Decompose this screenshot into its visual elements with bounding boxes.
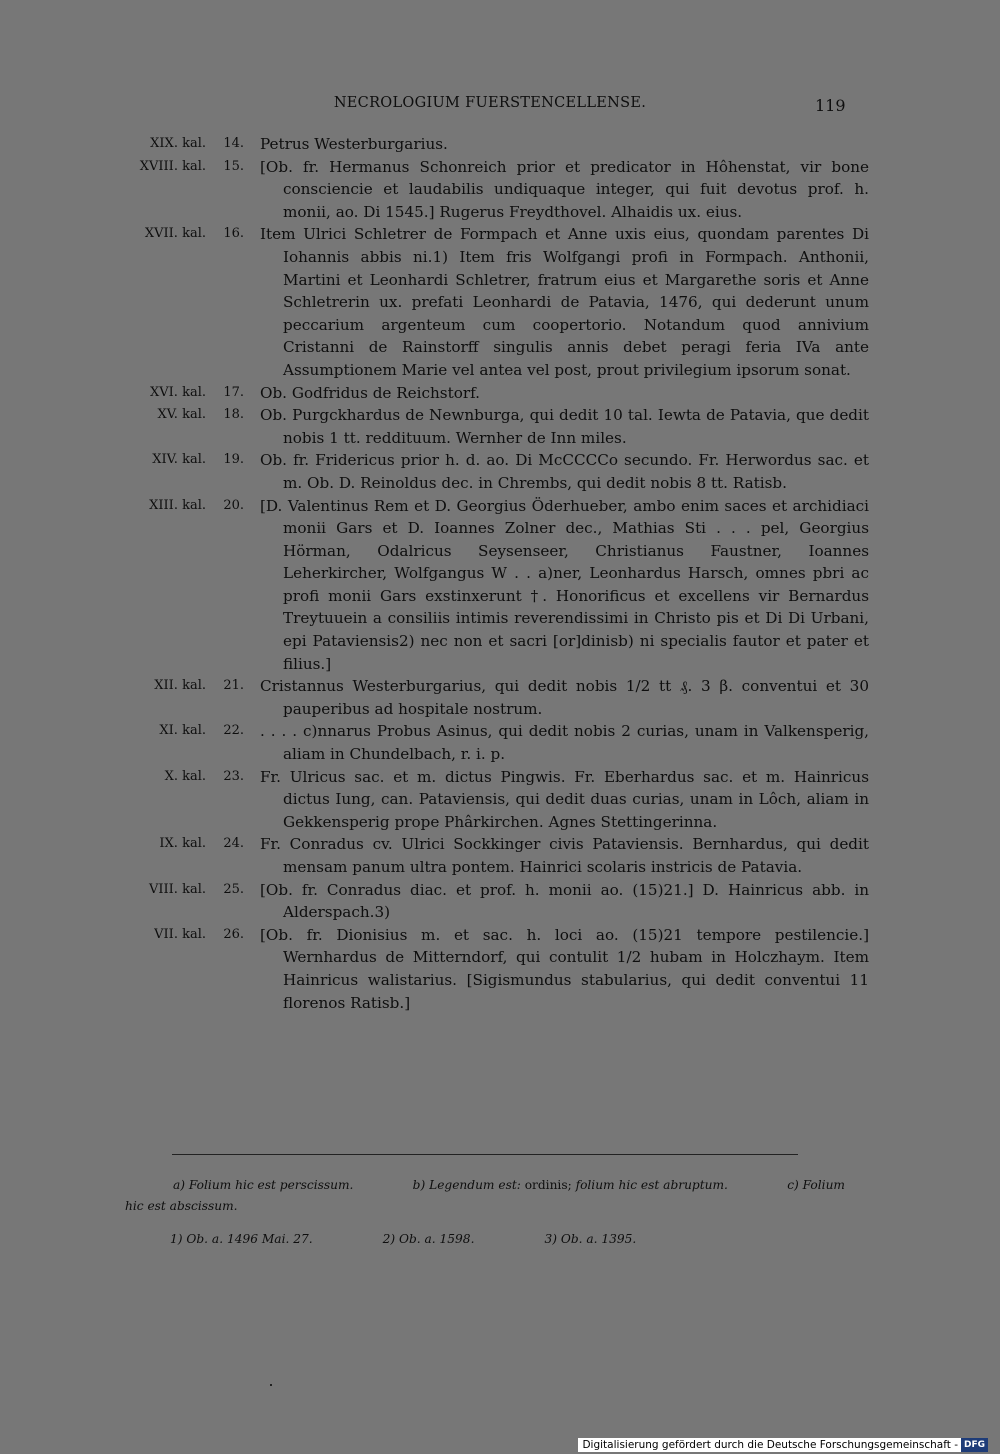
entry-row (0, 156, 1000, 224)
kal-date: XIV. kal. (152, 452, 206, 468)
entry-row (0, 833, 1000, 878)
banner-text: Digitalisierung gefördert durch die Deutsche Forschungsgemeinschaft - (582, 1439, 958, 1451)
necrology-entries (0, 133, 1000, 1014)
kal-date: XVII. kal. (144, 226, 206, 242)
day-number: 17. (223, 384, 244, 400)
kal-date: VIII. kal. (149, 881, 206, 897)
footnote-2: 2) Ob. a. 1598. (382, 1232, 475, 1246)
entry-text: Petrus Westerburgarius. (260, 135, 448, 153)
entry-row (0, 879, 1000, 924)
kal-date: XII. kal. (154, 678, 206, 694)
entry-row (0, 382, 1000, 405)
numbered-footnotes (170, 1232, 670, 1246)
day-number: 26. (223, 926, 244, 942)
day-number: 25. (223, 881, 244, 897)
entry-row (0, 675, 1000, 720)
day-number: 19. (223, 452, 244, 468)
day-number: 21. (223, 678, 244, 694)
entry-row (0, 404, 1000, 449)
kal-date: X. kal. (164, 768, 206, 784)
dfg-logo-icon: DFG (961, 1438, 988, 1452)
entry-row (0, 495, 1000, 676)
entry-text: Cristannus Westerburgarius, qui dedit nobis 1/2 tt ₰. 3 β. conventui et 30 pauperibus ad hospitale nostrum. (260, 677, 869, 718)
footnote-c-end: hic est abscissum. (125, 1199, 238, 1213)
kal-date: XI. kal. (159, 723, 206, 739)
day-number: 14. (223, 136, 244, 151)
entry-text: Ob. fr. Fridericus prior h. d. ao. Di McCCCCo secundo. Fr. Herwordus sac. et m. Ob. D. Reinoldus dec. in Chrembs, qui dedit nobis 8 tt. Ratisb. (260, 451, 869, 492)
entry-text: [Ob. fr. Conradus diac. et prof. h. monii ao. (15)21.] D. Hainricus abb. in Alderspach.3) (260, 880, 869, 922)
entry-row (0, 720, 1000, 765)
footnote-b: b) Legendum est: ordinis; folium hic est abruptum. (412, 1178, 728, 1192)
digitization-banner (578, 1438, 988, 1452)
entry-text: [Ob. fr. Dionisius m. et sac. h. loci ao. (15)21 tempore pestilencie.] Wernhardus de Mitterndorf, qui contulit 1/2 hubam in Holczhaym. Item Hainricus walistarius. [Sigismundus stabularius, qui dedit conventui 11 florenos Ratisb.] (260, 925, 869, 1012)
entry-row (0, 133, 1000, 156)
day-number: 16. (223, 226, 244, 242)
footnote-c-start: c) Folium (787, 1178, 845, 1192)
entry-row (0, 924, 1000, 1014)
page-speck (270, 1384, 272, 1386)
entry-text: [Ob. fr. Hermanus Schonreich prior et predicator in Hôhenstat, vir bone consciencie et laudabilis undiquaque integer, qui fuit devotus prof. h. monii, ao. Di 1545.] Rugerus Freydthovel. Alhaidis ux. eius. (260, 157, 869, 221)
kal-date: XIX. kal. (150, 136, 206, 151)
kal-date: XIII. kal. (149, 497, 206, 513)
entry-row (0, 223, 1000, 381)
footnote-1: 1) Ob. a. 1496 Mai. 27. (170, 1232, 313, 1246)
kal-date: XV. kal. (157, 407, 206, 423)
entry-text: Fr. Ulricus sac. et m. dictus Pingwis. Fr. Eberhardus sac. et m. Hainricus dictus Iung, can. Pataviensis, qui dedit duas curias, unam in Lôch, aliam in Gekkensperig prope Phârkirchen. Agnes Stettingerinna. (260, 767, 869, 831)
entry-text: [D. Valentinus Rem et D. Georgius Öderhueber, ambo enim saces et archidiaci monii Gars et D. Ioannes Zolner dec., Mathias Sti . . . pel, Georgius Hörman, Odalricus Seysenseer, Christianus Faustner, Ioannes Leherkircher, Wolfgangus W . . a)ner, Leonhardus Harsch, omnes pbri ac profi monii Gars exstinxerunt †. Honorificus et excellens vir Bernardus Treytuuein a consiliis intimis reverendissimi in Christo pis et Di Di Urbani, epi Pataviensis2) nec non et sacri [or]dinisb) ni specialis fautor et pater et filius.] (260, 496, 869, 673)
kal-date: IX. kal. (159, 836, 206, 852)
entry-text: Item Ulrici Schletrer de Formpach et Anne uxis eius, quondam parentes Di Iohannis abbis ni.1) Item fris Wolfgangi profi in Formpach. Anthonii, Martini et Leonhardi Schletrer, fratrum eius et Margarethe soris et Anne Schletrerin ux. prefati Leonhardi de Patavia, 1476, qui dederunt unum peccarium argenteum cum coopertorio. Notandum quod annivium Cristanni de Rainstorff singulis annis debet peragi feria IVa ante Assumptionem Marie vel antea vel post, prout privilegium ipsorum sonat. (260, 225, 869, 379)
entry-text: Ob. Purgckhardus de Newnburga, qui dedit 10 tal. Iewta de Patavia, que dedit nobis 1 tt. reddituum. Wernher de Inn miles. (260, 406, 869, 447)
footnote-a: a) Folium hic est perscissum. (173, 1178, 354, 1192)
entry-row (0, 766, 1000, 834)
textual-footnotes (125, 1175, 845, 1217)
footnote-divider (172, 1154, 798, 1155)
kal-date: XVI. kal. (150, 384, 206, 400)
entry-text: Ob. Godfridus de Reichstorf. (260, 383, 481, 402)
day-number: 15. (223, 158, 244, 174)
kal-date: XVIII. kal. (139, 158, 206, 174)
page-number: 119 (815, 96, 846, 115)
day-number: 22. (223, 723, 244, 739)
running-title: NECROLOGIUM FUERSTENCELLENSE. (333, 95, 647, 111)
entry-row (0, 449, 1000, 494)
day-number: 18. (223, 407, 244, 423)
footnote-3: 3) Ob. a. 1395. (544, 1232, 637, 1246)
day-number: 24. (223, 836, 244, 852)
kal-date: VII. kal. (154, 926, 206, 942)
day-number: 20. (223, 497, 244, 513)
entry-text: Fr. Conradus cv. Ulrici Sockkinger civis Pataviensis. Bernhardus, qui dedit mensam panum ultra pontem. Hainrici scolaris instricis de Patavia. (260, 835, 869, 876)
day-number: 23. (223, 768, 244, 784)
entry-text: . . . . c)nnarus Probus Asinus, qui dedit nobis 2 curias, unam in Valkensperig, aliam in Chundelbach, r. i. p. (260, 722, 869, 764)
